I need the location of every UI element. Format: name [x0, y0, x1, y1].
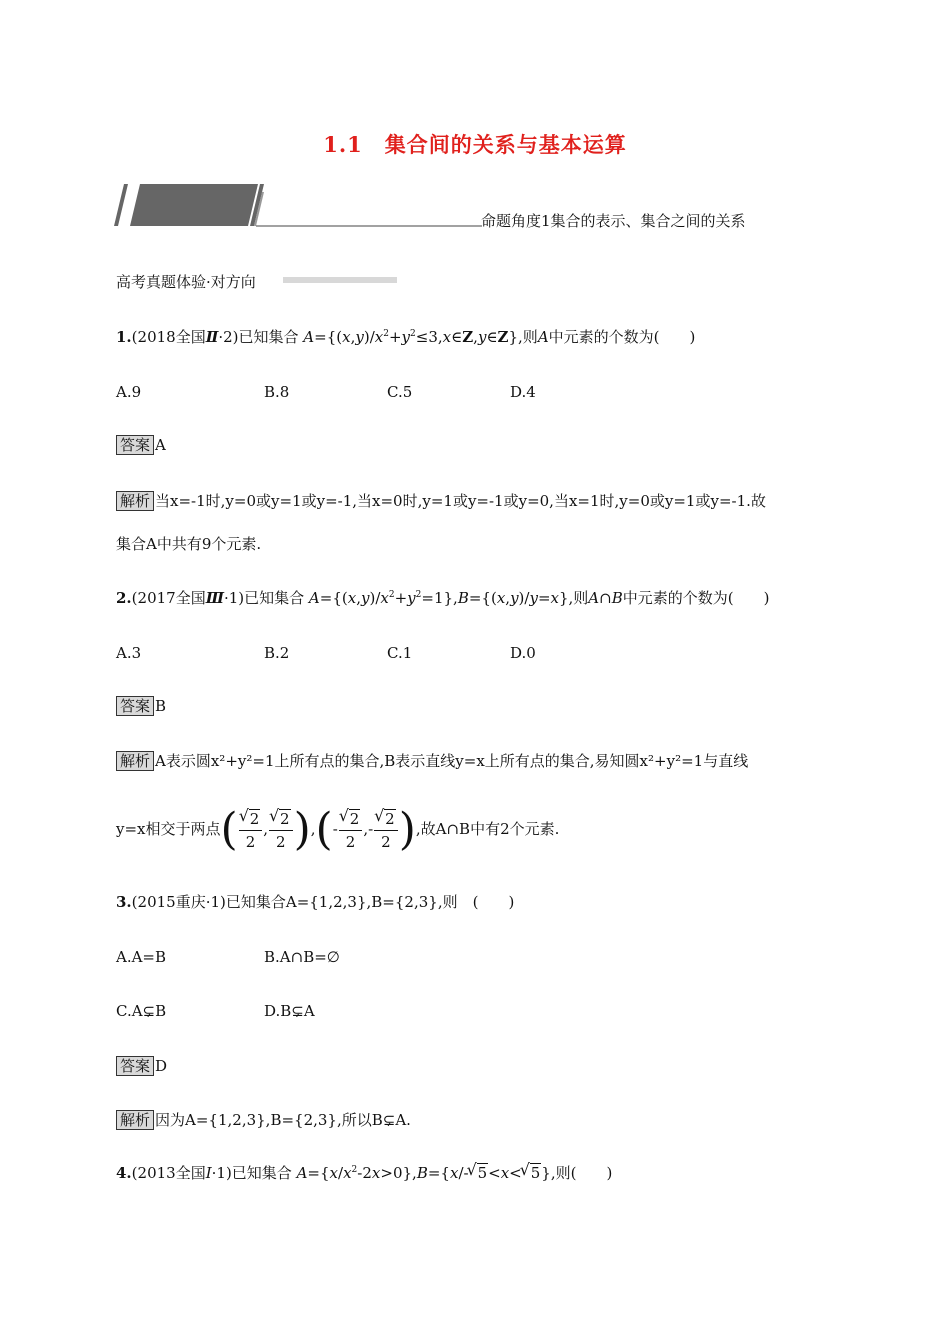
q1-analysis-line1: 解析 当x=-1时,y=0或y=1或y=-1,当x=0时,y=1或y=-1或y=0,当x=1时,y=0或y=1或y=-1.故	[116, 491, 766, 511]
q1-option-c: C.5	[387, 383, 413, 401]
q1-answer: 答案 A	[116, 435, 166, 455]
question-1-stem: 1.(2018全国Ⅱ·2)已知集合 $A=\{(x,y)/x^2+y^2\le 3,x\in Z,y\in Z\}$,则A中元素的个数为( )	[116, 328, 696, 346]
q2-option-d: D.0	[510, 644, 536, 662]
q2-analysis-line1: 解析 A表示圆x²+y²=1上所有点的集合,B表示直线y=x上所有点的集合,易知圆x²+y²=1与直线	[116, 751, 748, 771]
answer-tag: 答案	[116, 435, 154, 455]
answer-tag: 答案	[116, 696, 154, 716]
q1-option-b: B.8	[264, 383, 290, 401]
q2-answer: 答案 B	[116, 696, 166, 716]
sub-heading: 高考真题体验·对方向	[116, 273, 256, 291]
q1-option-a: A.9	[116, 383, 142, 401]
page-title: 1.1 集合间的关系与基本运算	[323, 132, 627, 157]
q3-option-c: C.A⊊B	[116, 1002, 167, 1020]
q3-analysis: 解析 因为A={1,2,3},B={2,3},所以B⊊A.	[116, 1110, 411, 1130]
q2-option-a: A.3	[116, 644, 142, 662]
analysis-tag: 解析	[116, 751, 154, 771]
fraction-sqrt2-over-2: √ $\frac{2}{2}$	[374, 808, 398, 853]
fraction-sqrt2-over-2: √ $\frac{2}{2}$	[269, 808, 293, 853]
fraction-sqrt2-over-2: √ $\frac{2}{2}$	[239, 808, 263, 853]
fraction-sqrt2-over-2: √ $\frac{2}{2}$	[339, 808, 363, 853]
analysis-tag: 解析	[116, 491, 154, 511]
section-title: 命题角度1集合的表示、集合之间的关系	[481, 212, 746, 230]
question-3-stem: 3.(2015重庆·1)已知集合A={1,2,3},B={2,3},则 ( )	[116, 893, 515, 911]
answer-tag: 答案	[116, 1056, 154, 1076]
question-2-stem: 2.(2017全国Ⅲ·1)已知集合 $A=\{(x,y)/x^2+y^2=1\},B=\{(x,y)/y=x\}$,则A∩B中元素的个数为( )	[116, 589, 770, 607]
q2-option-b: B.2	[264, 644, 290, 662]
q2-option-c: C.1	[387, 644, 413, 662]
analysis-tag: 解析	[116, 1110, 154, 1130]
q3-option-a: A.A=B	[116, 948, 167, 966]
question-4-stem: 4.(2013全国Ⅰ·1)已知集合 $A=\{x/x^2-2x>0\},B=\{x/-√$ 5<x<√ 5},则( )	[116, 1163, 612, 1183]
q1-analysis-line2: 集合A中共有9个元素.	[116, 535, 262, 553]
section-banner-graphic	[112, 182, 492, 228]
sub-heading-bar	[283, 277, 397, 283]
q2-analysis-line2: y=x相交于两点( √ $\frac{2}{2}$ , √ $\frac{2}{2}$ ),(- √ $\frac{2}{2}$ ,- √ $\frac{2}{2}$ ),故A∩B中有2个元素.	[116, 804, 559, 855]
q3-answer: 答案 D	[116, 1056, 167, 1076]
q3-option-b: B.A∩B=∅	[264, 948, 340, 966]
q1-option-d: D.4	[510, 383, 536, 401]
q3-option-d: D.B⊊A	[264, 1002, 315, 1020]
